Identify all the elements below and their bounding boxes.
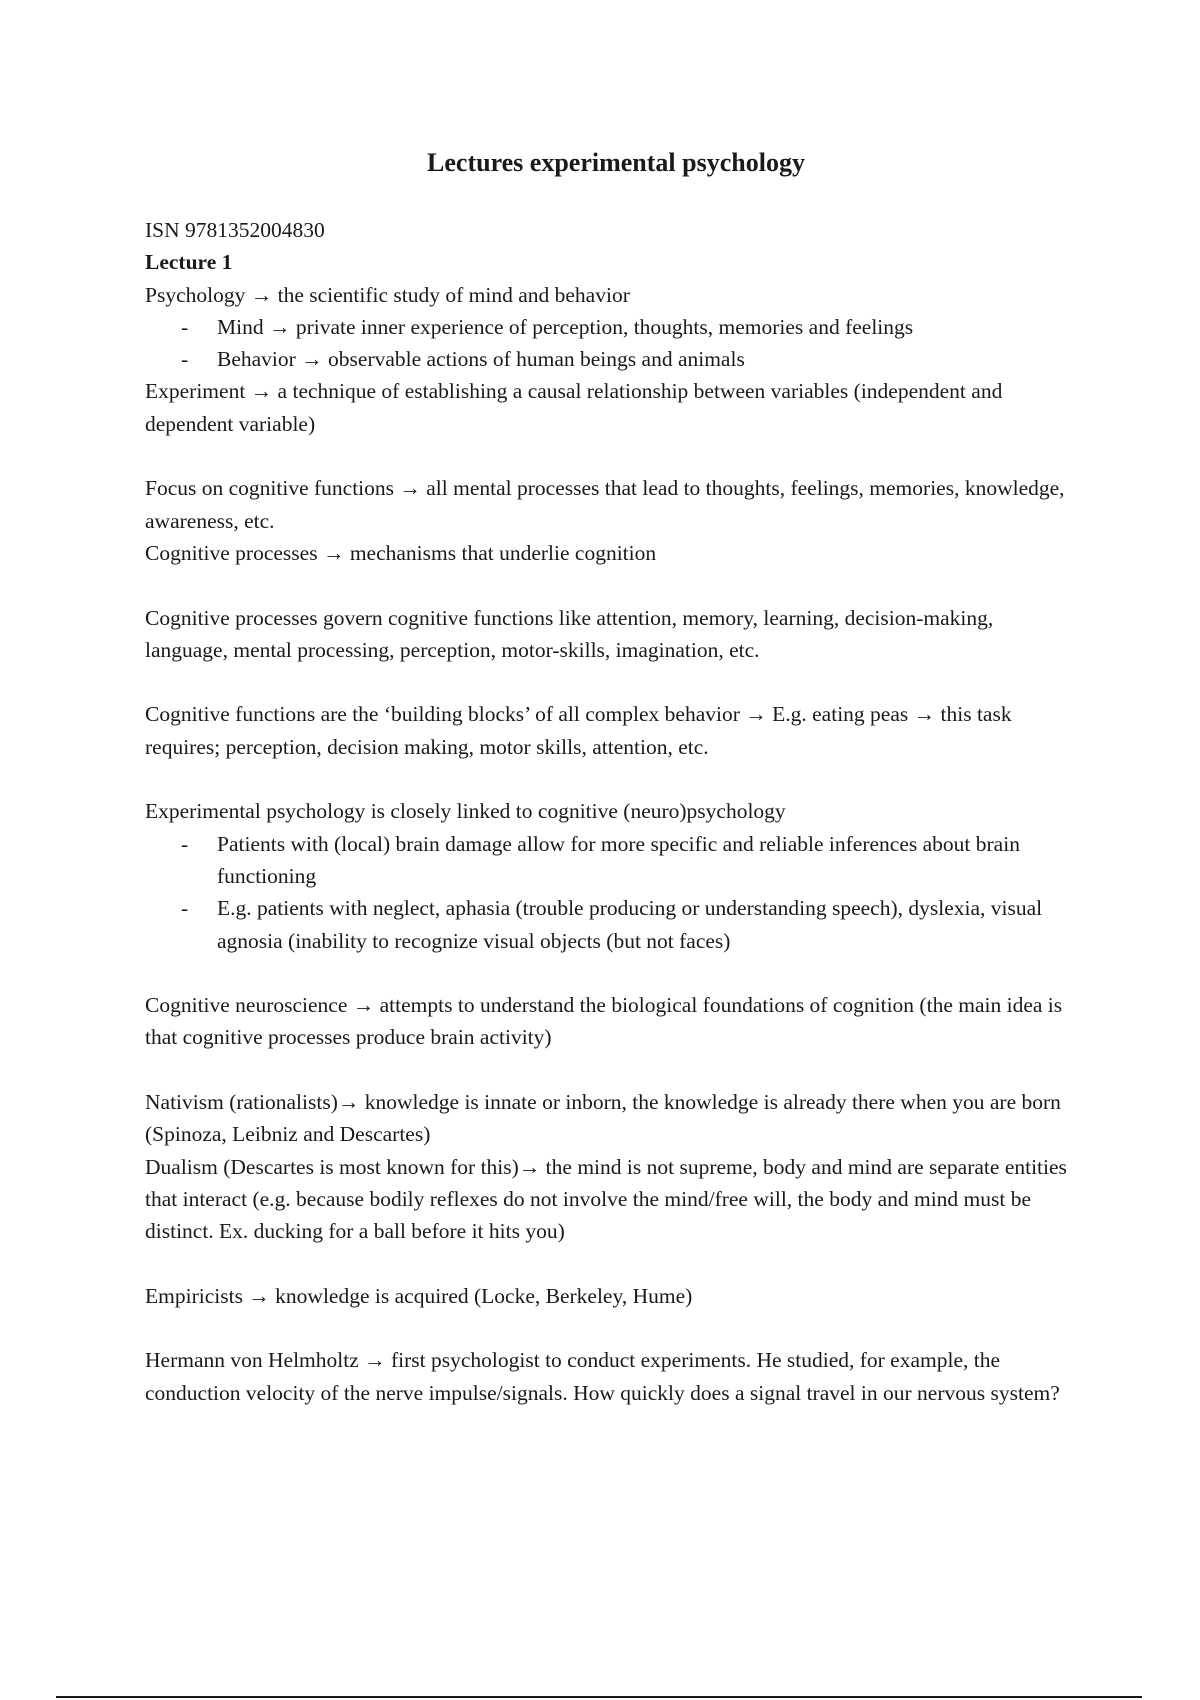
dualism-paragraph: Dualism (Descartes is most known for this)→ the mind is not supreme, body and mind are separate entities that interact (e.g. because bodily reflexes do not involve the mind/free will, the body and mind must be distinct. Ex. ducking for a ball before it hits you) — [145, 1154, 1067, 1244]
paragraph-gap — [145, 763, 1080, 795]
paragraph-gap — [145, 666, 1080, 698]
list-item: - Behavior → observable actions of human beings and animals — [217, 343, 1080, 375]
isbn-line: ISN 9781352004830 — [145, 218, 325, 242]
paragraph-gap — [145, 569, 1080, 601]
empiricists-paragraph: Empiricists → knowledge is acquired (Locke, Berkeley, Hume) — [145, 1283, 693, 1308]
paragraph-gap — [145, 1312, 1080, 1344]
neuropsychology-list — [145, 828, 1080, 957]
neuropsychology-intro: Experimental psychology is closely linked to cognitive (neuro)psychology — [145, 799, 786, 824]
list-item: - Patients with (local) brain damage allow for more specific and reliable inferences about brain functioning — [217, 828, 1080, 893]
page-bottom-rule — [56, 1696, 1142, 1698]
list-item: - Mind → private inner experience of perception, thoughts, memories and feelings — [217, 311, 1080, 343]
psychology-list — [145, 311, 1080, 376]
cognitive-neuroscience-paragraph: Cognitive neuroscience → attempts to understand the biological foundations of cognition (the main idea is that cognitive processes produce brain activity) — [145, 993, 1063, 1050]
cognitive-functions-focus: Focus on cognitive functions → all mental processes that lead to thoughts, feelings, memories, knowledge, awareness, etc. — [145, 476, 1065, 533]
cognitive-processes-govern: Cognitive processes govern cognitive functions like attention, memory, learning, decision-making, language, mental processing, perception, motor-skills, imagination, etc. — [145, 605, 994, 662]
paragraph-gap — [145, 1054, 1080, 1086]
experiment-definition: Experiment → a technique of establishing a causal relationship between variables (independent and dependent variable) — [145, 379, 1003, 436]
paragraph-gap — [145, 1248, 1080, 1280]
lecture-heading: Lecture 1 — [145, 250, 233, 275]
paragraph-gap — [145, 957, 1080, 989]
psychology-definition: Psychology → the scientific study of mind and behavior — [145, 282, 630, 307]
document-body — [145, 214, 1080, 1409]
paragraph-gap — [145, 440, 1080, 472]
nativism-paragraph: Nativism (rationalists)→ knowledge is innate or inborn, the knowledge is already there when you are born (Spinoza, Leibniz and Descartes) — [145, 1090, 1061, 1147]
list-item: - E.g. patients with neglect, aphasia (trouble producing or understanding speech), dyslexia, visual agnosia (inability to recognize visual objects (but not faces) — [217, 892, 1080, 957]
document-title: Lectures experimental psychology — [427, 148, 805, 177]
building-blocks-paragraph: Cognitive functions are the ‘building blocks’ of all complex behavior → E.g. eating peas → this task requires; perception, decision making, motor skills, attention, etc. — [145, 702, 1012, 759]
helmholtz-paragraph: Hermann von Helmholtz → first psychologist to conduct experiments. He studied, for example, the conduction velocity of the nerve impulse/signals. How quickly does a signal travel in our nervous system? — [145, 1348, 1060, 1405]
cognitive-processes-definition: Cognitive processes → mechanisms that underlie cognition — [145, 540, 657, 565]
